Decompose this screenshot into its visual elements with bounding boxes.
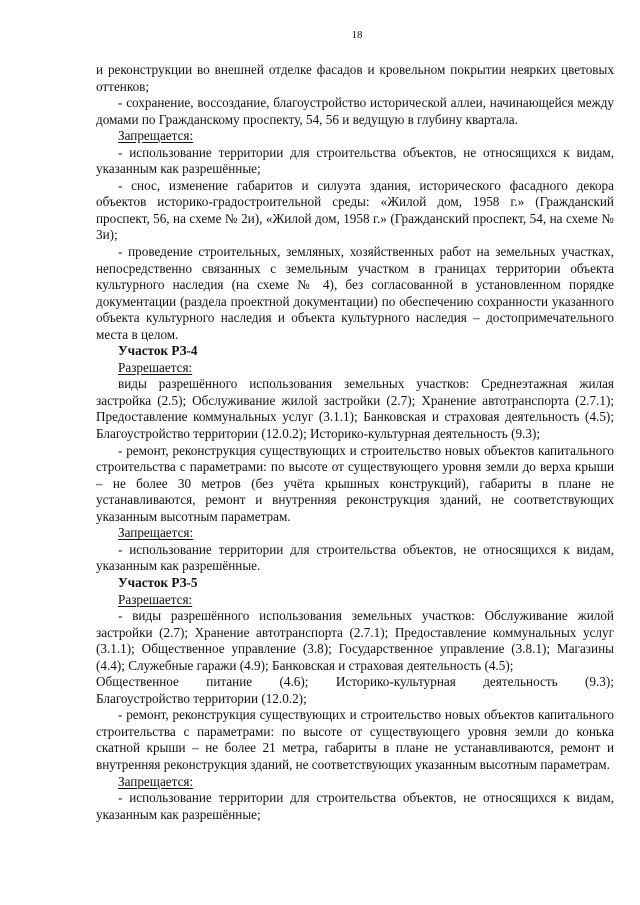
paragraph: виды разрешённого использования земельных участков: Среднеэтажная жилая застройка (2.5); Обслуживание жилой застройки (2.7); Хранение автотранспорта (2.7.1); Предоставление коммунальных услуг (3.1.1); Банковская и страховая деятельность (4.5); Благоустройство территории (12.0.2); Историко-культурная деятельность (9.3); [96,376,614,442]
paragraph: Благоустройство территории (12.0.2); [96,690,307,706]
spread-word: Историко-культурная [335,674,456,690]
section-title-rz5: Участок РЗ-5 [118,574,198,590]
spread-word: Общественное [96,674,179,690]
paragraph: - ремонт, реконструкция существующих и строительство новых объектов капитального строительства с параметрами: по высоте от существующего уровня земли до верха крыши – не более 30 метров (без учёта крышных конструкций), габариты в плане не устанавливаются, ремонт и внутренняя реконструкция зданий, не соответствующих указанным высотным параметрам. [96,442,614,524]
allowed-label-text: Разрешается: [118,591,193,607]
allowed-label-text: Разрешается: [118,359,193,375]
prohibited-label-text: Запрещается: [118,525,194,541]
section-title-rz4: Участок РЗ-4 [118,343,198,359]
prohibited-label-text: Запрещается: [118,773,194,789]
paragraph: - виды разрешённого использования земельных участков: Обслуживание жилой застройки (2.7); Хранение автотранспорта (2.7.1); Предоставление коммунальных услуг (3.1.1); Общественное управление (3.8); Государственное управление (3.8.1); Магазины (4.4); Служебные гаражи (4.9); Банковская и страховая деятельность (4.5); [96,608,614,673]
spread-line [96,674,614,691]
paragraph: - снос, изменение габаритов и силуэта здания, исторического фасадного декора объектов историко-градостроительной среды: «Жилой дом, 1958 г.» (Гражданский проспект, 56, на схеме № 2и), «Жилой дом, 1958 г.» (Гражданский проспект, 54, на схеме № 3и); [96,177,614,243]
allowed-label [96,360,614,377]
document-page [96,28,614,823]
spread-word: питание [206,674,253,690]
paragraph: - ремонт, реконструкция существующих и строительство новых объектов капитального строительства с параметрами: по высоте от существующего уровня земли до конька скатной крыши – не более 21 метра, габариты в плане не устанавливаются, ремонт и внутренняя реконструкция зданий, не соответствующих указанным высотным параметрам. [96,707,614,772]
spread-word: деятельность [483,674,558,690]
paragraph: - сохранение, воссоздание, благоустройство исторической аллеи, начинающейся между домами по Гражданскому проспекту, 54, 56 и ведущую в глубину квартала. [96,95,614,127]
spread-word: (4.6); [279,674,309,690]
paragraph: и реконструкции во внешней отделке фасадов и кровельном покрытии неярких цветовых оттенков; [96,62,614,94]
prohibited-label [96,525,614,542]
page-number: 18 [351,29,363,41]
prohibited-label-text: Запрещается: [118,128,194,144]
paragraph: - использование территории для строительства объектов, не относящихся к видам, указанным как разрешённые; [96,790,614,822]
prohibited-label [96,128,614,145]
spread-word: (9.3); [585,674,614,690]
allowed-label [96,592,614,609]
prohibited-label [96,774,614,791]
paragraph: - использование территории для строительства объектов, не относящихся к видам, указанным как разрешённые; [96,144,614,177]
paragraph: - проведение строительных, земляных, хозяйственных работ на земельных участках, непосредственно связанных с земельным участком в границах территории объекта культурного наследия (на схеме № 4), без согласованной в установленном порядке документации (раздела проектной документации) по обеспечению сохранности указанного объекта культурного наследия и объекта культурного наследия – достопримечательного места в целом. [96,244,614,342]
paragraph: - использование территории для строительства объектов, не относящихся к видам, указанным как разрешённые. [96,541,614,574]
